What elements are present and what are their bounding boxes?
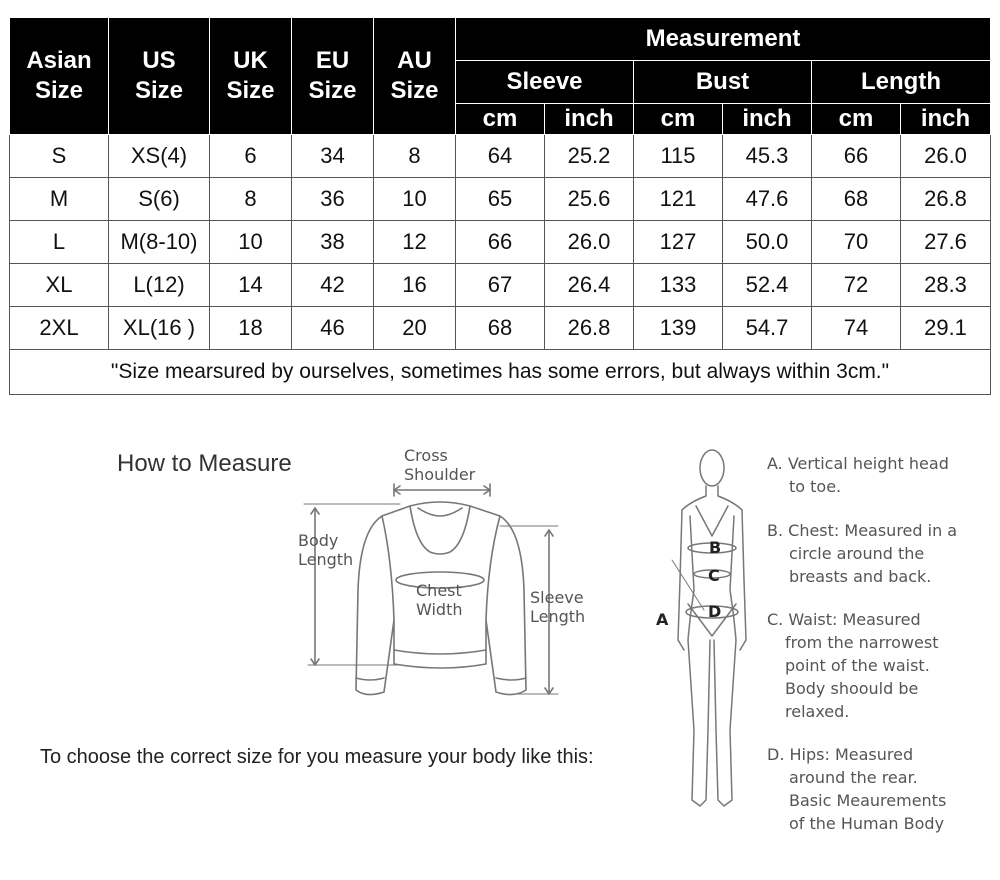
- table-cell: 27.6: [901, 221, 991, 264]
- header-unit: inch: [901, 104, 991, 135]
- table-cell: 54.7: [723, 307, 812, 350]
- body-letter-a: A: [656, 610, 669, 629]
- table-cell: 8: [210, 178, 292, 221]
- table-cell: 38: [292, 221, 374, 264]
- description-d: D. Hips: Measured around the rear. Basic Meaurements of the Human Body: [767, 745, 947, 833]
- header-au-size: AU Size: [374, 18, 456, 135]
- table-cell: 28.3: [901, 264, 991, 307]
- table-row: [10, 264, 991, 307]
- table-cell: 8: [374, 135, 456, 178]
- table-cell: 68: [812, 178, 901, 221]
- header-unit: cm: [812, 104, 901, 135]
- body-length-label: Body Length: [298, 531, 354, 569]
- header-uk-size: UK Size: [210, 18, 292, 135]
- header-eu-size: EU Size: [292, 18, 374, 135]
- table-cell: 34: [292, 135, 374, 178]
- size-chart-table: [9, 17, 991, 395]
- chest-width-label: Chest Width: [416, 581, 463, 619]
- table-cell: XS(4): [109, 135, 210, 178]
- description-b: B. Chest: Measured in a circle around the breasts and back.: [767, 521, 958, 586]
- header-length: Length: [812, 61, 991, 104]
- table-cell: 12: [374, 221, 456, 264]
- table-cell: 52.4: [723, 264, 812, 307]
- body-letter-d: D: [708, 602, 722, 621]
- table-cell: 50.0: [723, 221, 812, 264]
- header-unit: inch: [723, 104, 812, 135]
- header-unit: cm: [456, 104, 545, 135]
- table-row: [10, 307, 991, 350]
- table-cell: 25.6: [545, 178, 634, 221]
- table-cell: 66: [812, 135, 901, 178]
- table-row: [10, 135, 991, 178]
- table-cell: 66: [456, 221, 545, 264]
- table-cell: 26.4: [545, 264, 634, 307]
- table-cell: S: [10, 135, 109, 178]
- table-cell: XL: [10, 264, 109, 307]
- table-cell: 139: [634, 307, 723, 350]
- table-note: "Size mearsured by ourselves, sometimes has some errors, but always within 3cm.": [10, 350, 991, 395]
- sleeve-length-label: Sleeve Length: [530, 588, 586, 626]
- table-cell: 26.0: [545, 221, 634, 264]
- table-cell: 67: [456, 264, 545, 307]
- table-cell: 47.6: [723, 178, 812, 221]
- header-sleeve: Sleeve: [456, 61, 634, 104]
- table-cell: S(6): [109, 178, 210, 221]
- description-c: C. Waist: Measured from the narrowest point of the waist. Body shoould be relaxed.: [767, 610, 939, 721]
- table-cell: M(8-10): [109, 221, 210, 264]
- table-cell: 26.0: [901, 135, 991, 178]
- table-cell: 14: [210, 264, 292, 307]
- table-cell: L: [10, 221, 109, 264]
- table-cell: 68: [456, 307, 545, 350]
- table-cell: 10: [210, 221, 292, 264]
- table-cell: 26.8: [545, 307, 634, 350]
- table-cell: XL(16 ): [109, 307, 210, 350]
- table-cell: 16: [374, 264, 456, 307]
- table-cell: L(12): [109, 264, 210, 307]
- header-unit: inch: [545, 104, 634, 135]
- choose-size-instruction: To choose the correct size for you measure your body like this:: [40, 746, 594, 768]
- table-cell: 6: [210, 135, 292, 178]
- table-cell: 45.3: [723, 135, 812, 178]
- body-letter-b: B: [709, 538, 722, 557]
- table-row: [10, 178, 991, 221]
- table-cell: 29.1: [901, 307, 991, 350]
- header-us-size: US Size: [109, 18, 210, 135]
- body-letter-c: C: [708, 566, 720, 585]
- table-cell: 26.8: [901, 178, 991, 221]
- table-cell: M: [10, 178, 109, 221]
- table-cell: 121: [634, 178, 723, 221]
- table-cell: 20: [374, 307, 456, 350]
- cross-shoulder-label: Cross Shoulder: [404, 446, 476, 484]
- table-cell: 2XL: [10, 307, 109, 350]
- table-cell: 36: [292, 178, 374, 221]
- table-cell: 115: [634, 135, 723, 178]
- table-row: [10, 221, 991, 264]
- table-cell: 42: [292, 264, 374, 307]
- table-cell: 72: [812, 264, 901, 307]
- table-cell: 46: [292, 307, 374, 350]
- header-asian-size: Asian Size: [10, 18, 109, 135]
- header-measurement: Measurement: [456, 18, 991, 61]
- table-cell: 18: [210, 307, 292, 350]
- description-a: A. Vertical height head to toe.: [767, 454, 949, 496]
- table-cell: 127: [634, 221, 723, 264]
- table-cell: 10: [374, 178, 456, 221]
- table-cell: 64: [456, 135, 545, 178]
- header-bust: Bust: [634, 61, 812, 104]
- table-cell: 25.2: [545, 135, 634, 178]
- how-to-measure-title: How to Measure: [117, 450, 292, 477]
- table-cell: 133: [634, 264, 723, 307]
- table-cell: 70: [812, 221, 901, 264]
- header-unit: cm: [634, 104, 723, 135]
- human-body-figure: [660, 440, 770, 820]
- table-cell: 74: [812, 307, 901, 350]
- table-cell: 65: [456, 178, 545, 221]
